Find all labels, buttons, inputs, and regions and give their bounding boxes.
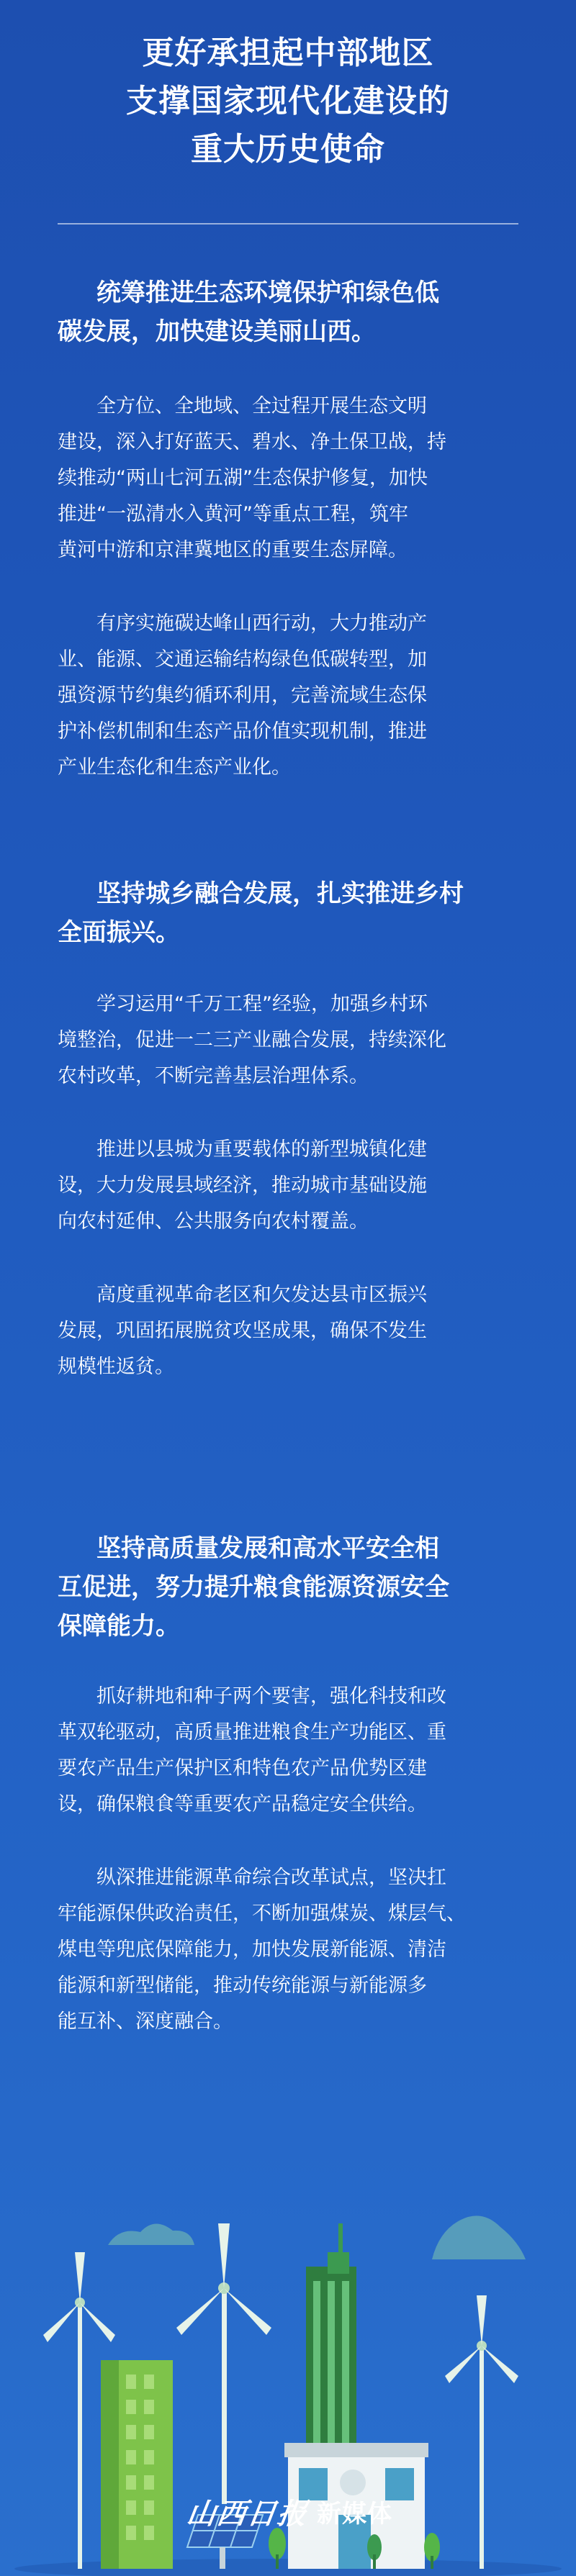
heading-line: 保障能力。 bbox=[58, 1612, 180, 1641]
cloud-icon bbox=[432, 2216, 526, 2259]
heading-line: 统筹推进生态环境保护和绿色低 bbox=[96, 278, 439, 307]
section-heading bbox=[58, 874, 533, 952]
title-divider bbox=[58, 223, 518, 225]
wind-turbine-icon bbox=[445, 2295, 518, 2569]
green-building-icon bbox=[101, 2360, 173, 2569]
section-rural bbox=[58, 874, 533, 1385]
heading-line: 坚持城乡融合发展，扎实推进乡村 bbox=[96, 879, 464, 908]
title-line: 支撑国家现代化建设的 bbox=[126, 83, 450, 119]
wind-turbine-icon bbox=[176, 2223, 271, 2504]
paragraph: 有序实施碳达峰山西行动，大力推动产 业、能源、交通运输结构绿色低碳转型，加 强资源节约集约循环利用，完善流域生态保 护补偿机制和生态产品价值实现机制，推进 产业生态化和生态产业化。 bbox=[58, 612, 427, 779]
heading-line: 互促进，努力提升粮食能源资源安全 bbox=[58, 1573, 449, 1602]
paragraph: 抓好耕地和种子两个要害，强化科技和改 革双轮驱动，高质量推进粮食生产功能区、重 要农产品生产保护区和特色农产品优势区建 设，确保粮食等重要农产品稳定安全供给。 bbox=[58, 1685, 446, 1815]
paragraph: 推进以县城为重要载体的新型城镇化建 设，大力发展县域经济，推动城市基础设施 向农村延伸、公共服务向农村覆盖。 bbox=[58, 1138, 427, 1233]
title-line: 更好承担起中部地区 bbox=[142, 35, 434, 71]
brand-footer bbox=[184, 2490, 418, 2533]
section-heading bbox=[58, 273, 533, 351]
paragraph: 全方位、全地域、全过程开展生态文明 建设，深入打好蓝天、碧水、净土保卫战，持 续推动“两山七河五湖”生态保护修复，加快 推进“一泓清水入黄河”等重点工程，筑牢 黄河中游和京津冀地区的重要生态屏障。 bbox=[58, 395, 446, 561]
section-ecology bbox=[58, 273, 533, 786]
brand-media-label: 新媒体 bbox=[317, 2499, 392, 2529]
section-heading bbox=[58, 1529, 533, 1646]
paragraph: 学习运用“千万工程”经验，加强乡村环 境整治，促进一二三产业融合发展，持续深化 农村改革，不断完善基层治理体系。 bbox=[58, 993, 446, 1087]
heading-line: 全面振兴。 bbox=[58, 918, 180, 947]
page-title bbox=[0, 29, 576, 173]
heading-line: 碳发展，加快建设美丽山西。 bbox=[58, 317, 376, 346]
paragraph: 纵深推进能源革命综合改革试点，坚决扛 牢能源保供政治责任，不断加强煤炭、煤层气、 煤电等兜底保障能力，加快发展新能源、清洁 能源和新型储能，推动传统能源与新能源多 能互补、深度融合。 bbox=[58, 1867, 466, 2033]
heading-line: 坚持高质量发展和高水平安全相 bbox=[96, 1534, 439, 1563]
brand-logo: 山西日报 bbox=[184, 2496, 310, 2531]
paragraph: 高度重视革命老区和欠发达县市区振兴 发展，巩固拓展脱贫攻坚成果，确保不发生 规模性返贫。 bbox=[58, 1284, 427, 1378]
cloud-icon bbox=[108, 2223, 194, 2245]
section-security bbox=[58, 1529, 533, 2040]
title-line: 重大历史使命 bbox=[191, 131, 385, 168]
